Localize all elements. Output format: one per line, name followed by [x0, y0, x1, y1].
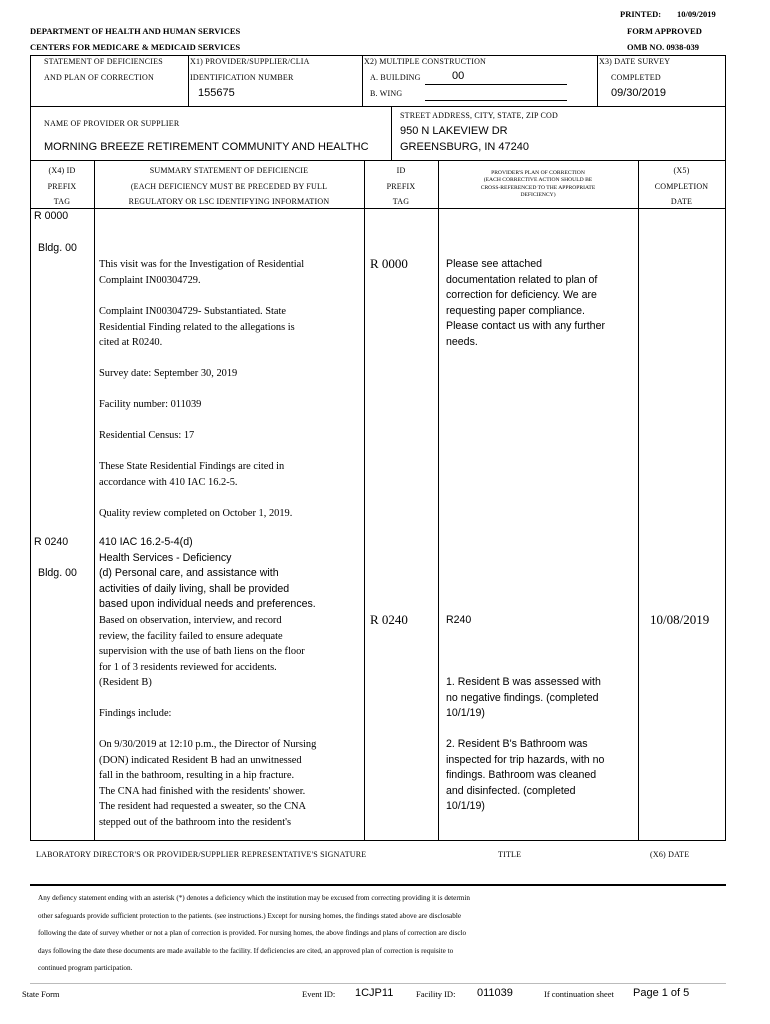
- id-header-1: ID: [396, 166, 406, 175]
- summary-intro: This visit was for the Investigation of Residential Complaint IN00304729.: [99, 259, 305, 286]
- provider-id: 155675: [198, 87, 235, 99]
- plan-r240-label: R240: [446, 614, 472, 626]
- title-label: TITLE: [498, 850, 522, 859]
- x4-header-3: TAG: [53, 197, 71, 206]
- x6-date-label: (X6) DATE: [650, 850, 690, 859]
- plan-header: PROVIDER'S PLAN OF CORRECTION (EACH CORRECTIVE ACTION SHOULD BE CROSS-REFERENCED TO THE APPROPRIATE DEFICIENCY): [480, 170, 596, 199]
- regulation-text: 410 IAC 16.2-5-4(d) Health Services - Deficiency (d) Personal care, and assistance with activities of daily living, shall be provided based upon individual needs and preferences.: [99, 536, 316, 611]
- facility-id-label: Facility ID:: [416, 989, 456, 999]
- x4-header-2: PREFIX: [47, 182, 77, 191]
- x3-label-1: X3) DATE SURVEY: [599, 57, 671, 66]
- quality-review-text: Quality review completed on October 1, 2019.: [99, 508, 293, 519]
- facility-number-text: Facility number: 011039: [99, 399, 202, 410]
- x3-label-2: COMPLETED: [611, 73, 661, 82]
- wing-label: B. WING: [370, 89, 403, 98]
- x1-label-2: IDENTIFICATION NUMBER: [190, 73, 294, 82]
- summary-complaint: Complaint IN00304729- Substantiated. State Residential Finding related to the allegations is cited at R0240.: [99, 306, 295, 349]
- building-label: A. BUILDING: [370, 73, 421, 82]
- summary-header-1: SUMMARY STATEMENT OF DEFICIENCIE: [149, 166, 309, 175]
- facility-id-value: 011039: [477, 987, 513, 999]
- census-text: Residential Census: 17: [99, 430, 195, 441]
- address-line-2: GREENSBURG, IN 47240: [400, 141, 529, 153]
- address-line-1: 950 N LAKEVIEW DR: [400, 125, 508, 137]
- omb-number: OMB NO. 0938-039: [627, 42, 700, 52]
- bldg-label-2: Bldg. 00: [38, 567, 77, 579]
- signature-label: LABORATORY DIRECTOR'S OR PROVIDER/SUPPLIER REPRESENTATIVE'S SIGNATURE: [36, 850, 367, 859]
- id-tag-r0240: R 0240: [370, 612, 408, 627]
- x5-header-3: DATE: [670, 197, 693, 206]
- printed-date: 10/09/2019: [677, 9, 716, 19]
- provider-name-label: NAME OF PROVIDER OR SUPPLIER: [44, 119, 180, 128]
- department-name: DEPARTMENT OF HEALTH AND HUMAN SERVICES: [30, 26, 241, 36]
- completion-date: 10/08/2019: [650, 612, 710, 627]
- printed-label: PRINTED:: [620, 9, 662, 19]
- id-header-3: TAG: [392, 197, 410, 206]
- form-approved: FORM APPROVED: [627, 26, 702, 36]
- x5-header-2: COMPLETION: [654, 182, 709, 191]
- bldg-label-1: Bldg. 00: [38, 242, 77, 254]
- statement-label-1: STATEMENT OF DEFICIENCIES: [44, 57, 163, 66]
- id-tag-r0000: R 0000: [370, 256, 408, 271]
- plan-text-general: Please see attached documentation related to plan of correction for deficiency. We are requesting paper compliance. Please contact us with any further needs.: [446, 258, 605, 348]
- summary-header-2: (EACH DEFICIENCY MUST BE PRECEDED BY FULL: [130, 182, 328, 191]
- page-number: Page 1 of 5: [633, 987, 690, 999]
- tag-r0240: R 0240: [34, 536, 69, 548]
- x1-label-1: X1) PROVIDER/SUPPLIER/CLIA: [190, 57, 310, 66]
- id-header-2: PREFIX: [386, 182, 416, 191]
- survey-completed-date: 09/30/2019: [611, 87, 667, 99]
- x4-header-1: (X4) ID: [48, 166, 76, 175]
- state-form-label: State Form: [22, 989, 60, 999]
- findings-include-text: Findings include:: [99, 708, 172, 719]
- tag-r0000: R 0000: [34, 210, 69, 222]
- address-label: STREET ADDRESS, CITY, STATE, ZIP COD: [400, 111, 558, 120]
- building-value: 00: [452, 70, 465, 82]
- plan-item-1: 1. Resident B was assessed with no negative findings. (completed 10/1/19): [446, 676, 601, 720]
- x5-header-1: (X5): [673, 166, 690, 175]
- event-id-label: Event ID:: [302, 989, 336, 999]
- x2-label: X2) MULTIPLE CONSTRUCTION: [364, 57, 487, 66]
- plan-item-2: 2. Resident B's Bathroom was inspected for trip hazards, with no findings. Bathroom was cleaned and disinfected. (completed 10/1/19): [446, 738, 605, 813]
- disclaimer: Any defiency statement ending with an asterisk (*) denotes a deficiency which the institution may be excused from correcting providing it is determin other safeguards provide sufficient protection to the patients. (see instructions.) Except for nursing homes, the findings stated above are disclosable following the date of survey whether or not a plan of correction is provided. For nursing homes, the above findings and plans of correction are disclo days following the date these documents are made available to the facility. If deficiencies are cited, an approved plan of correction is requisite to continued program participation.: [38, 894, 470, 973]
- observation-text: Based on observation, interview, and record review, the facility failed to ensure adequate supervision with the use of bath liens on the floor for 1 of 3 residents reviewed for accidents. (Resident B): [99, 615, 305, 689]
- provider-name: MORNING BREEZE RETIREMENT COMMUNITY AND HEALTHC: [44, 141, 369, 153]
- continuation-label: If continuation sheet: [544, 989, 614, 999]
- cms-name: CENTERS FOR MEDICARE & MEDICAID SERVICES: [30, 42, 241, 52]
- statement-label-2: AND PLAN OF CORRECTION: [44, 73, 154, 82]
- incident-text: On 9/30/2019 at 12:10 p.m., the Director of Nursing (DON) indicated Resident B had an unwitnessed fall in the bathroom, resulting in a hip fracture. The CNA had finished with the residents' shower. The resident had requested a sweater, so the CNA stepped out of the bathroom into the resident's: [99, 739, 317, 828]
- survey-date-text: Survey date: September 30, 2019: [99, 368, 238, 379]
- summary-header-3: REGULATORY OR LSC IDENTIFYING INFORMATION: [128, 197, 330, 206]
- findings-cited-text: These State Residential Findings are cited in accordance with 410 IAC 16.2-5.: [99, 461, 285, 488]
- event-id-value: 1CJP11: [355, 987, 394, 999]
